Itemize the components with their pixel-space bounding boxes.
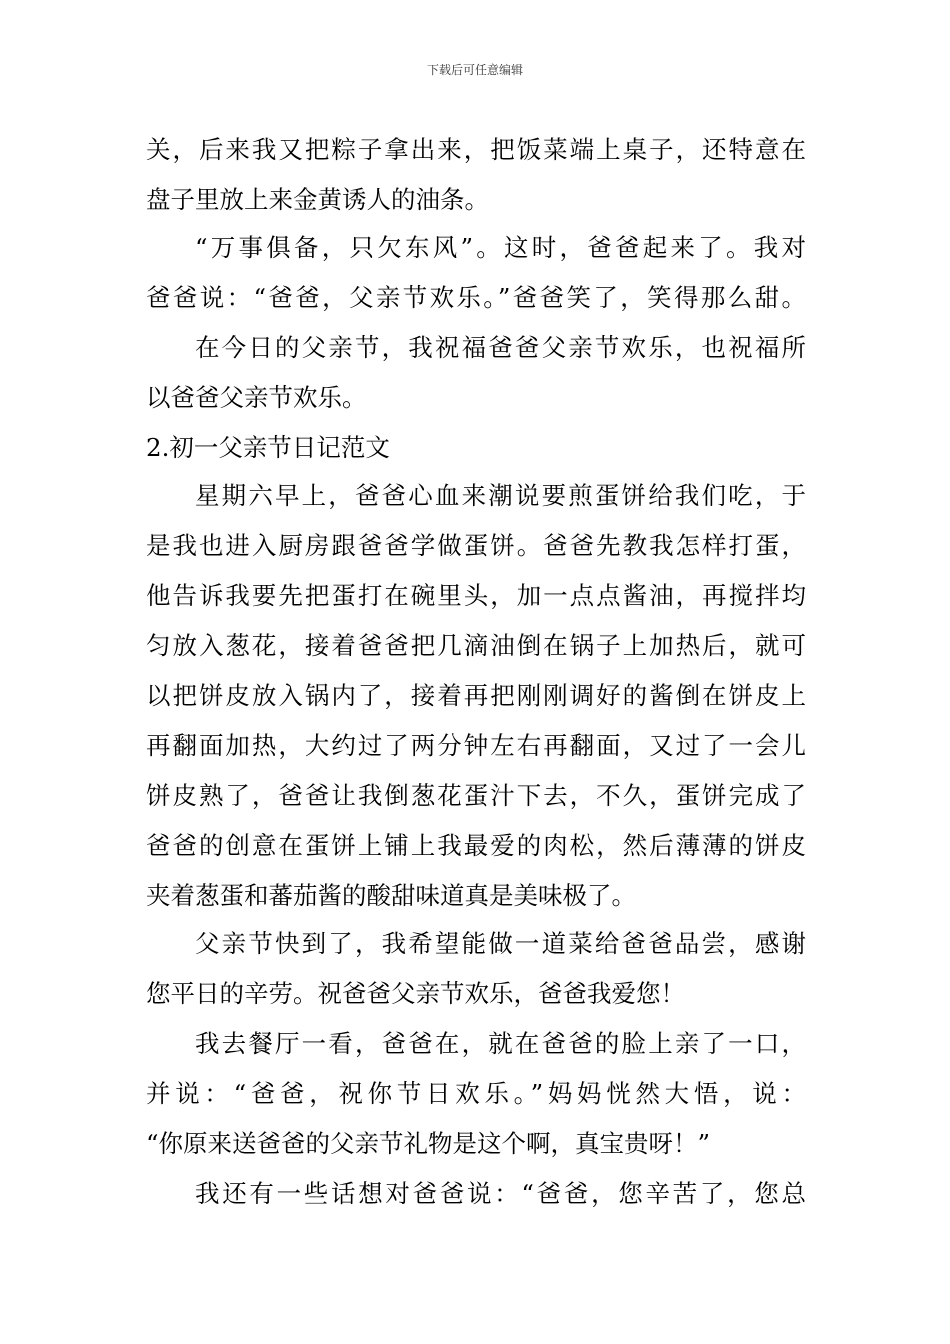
body-line: 在今日的父亲节，我祝福爸爸父亲节欢乐，也祝福所 (195, 333, 806, 362)
body-line: 夹着葱蛋和蕃茄酱的酸甜味道真是美味极了。 (146, 881, 636, 910)
body-line: 以把饼皮放入锅内了，接着再把刚刚调好的酱倒在饼皮上 (146, 681, 806, 710)
section-heading: 2.初一父亲节日记范文 (146, 433, 390, 462)
body-line: 以爸爸父亲节欢乐。 (146, 383, 367, 412)
body-line: 我还有一些话想对爸爸说：“爸爸，您辛苦了，您总 (195, 1179, 806, 1208)
body-line: “你原来送爸爸的父亲节礼物是这个啊，真宝贵呀！” (146, 1129, 711, 1158)
body-line: 匀放入葱花，接着爸爸把几滴油倒在锅子上加热后，就可 (146, 631, 806, 660)
body-line: 他告诉我要先把蛋打在碗里头，加一点点酱油，再搅拌均 (146, 581, 806, 610)
body-line: 星期六早上，爸爸心血来潮说要煎蛋饼给我们吃，于 (195, 481, 806, 510)
body-line: 父亲节快到了，我希望能做一道菜给爸爸品尝，感谢 (195, 929, 806, 958)
body-line: 饼皮熟了，爸爸让我倒葱花蛋汁下去，不久，蛋饼完成了 (146, 781, 806, 810)
body-line: 爸爸说：“爸爸，父亲节欢乐。”爸爸笑了，笑得那么甜。 (146, 283, 806, 312)
body-line: 爸爸的创意在蛋饼上铺上我最爱的肉松，然后薄薄的饼皮 (146, 831, 806, 860)
body-line: “万事俱备，只欠东风”。这时，爸爸起来了。我对 (195, 233, 806, 262)
body-line: 关，后来我又把粽子拿出来，把饭菜端上桌子，还特意在 (146, 135, 806, 164)
body-line: 盘子里放上来金黄诱人的油条。 (146, 185, 489, 214)
body-line: 您平日的辛劳。祝爸爸父亲节欢乐，爸爸我爱您！ (146, 979, 685, 1008)
body-line: 并说：“爸爸，祝你节日欢乐。”妈妈恍然大悟，说： (146, 1079, 806, 1108)
body-line: 再翻面加热，大约过了两分钟左右再翻面，又过了一会儿 (146, 731, 806, 760)
body-line: 我去餐厅一看，爸爸在，就在爸爸的脸上亲了一口， (195, 1029, 806, 1058)
body-line: 是我也进入厨房跟爸爸学做蛋饼。爸爸先教我怎样打蛋， (146, 531, 806, 560)
page-header: 下载后可任意编辑 (426, 63, 523, 77)
